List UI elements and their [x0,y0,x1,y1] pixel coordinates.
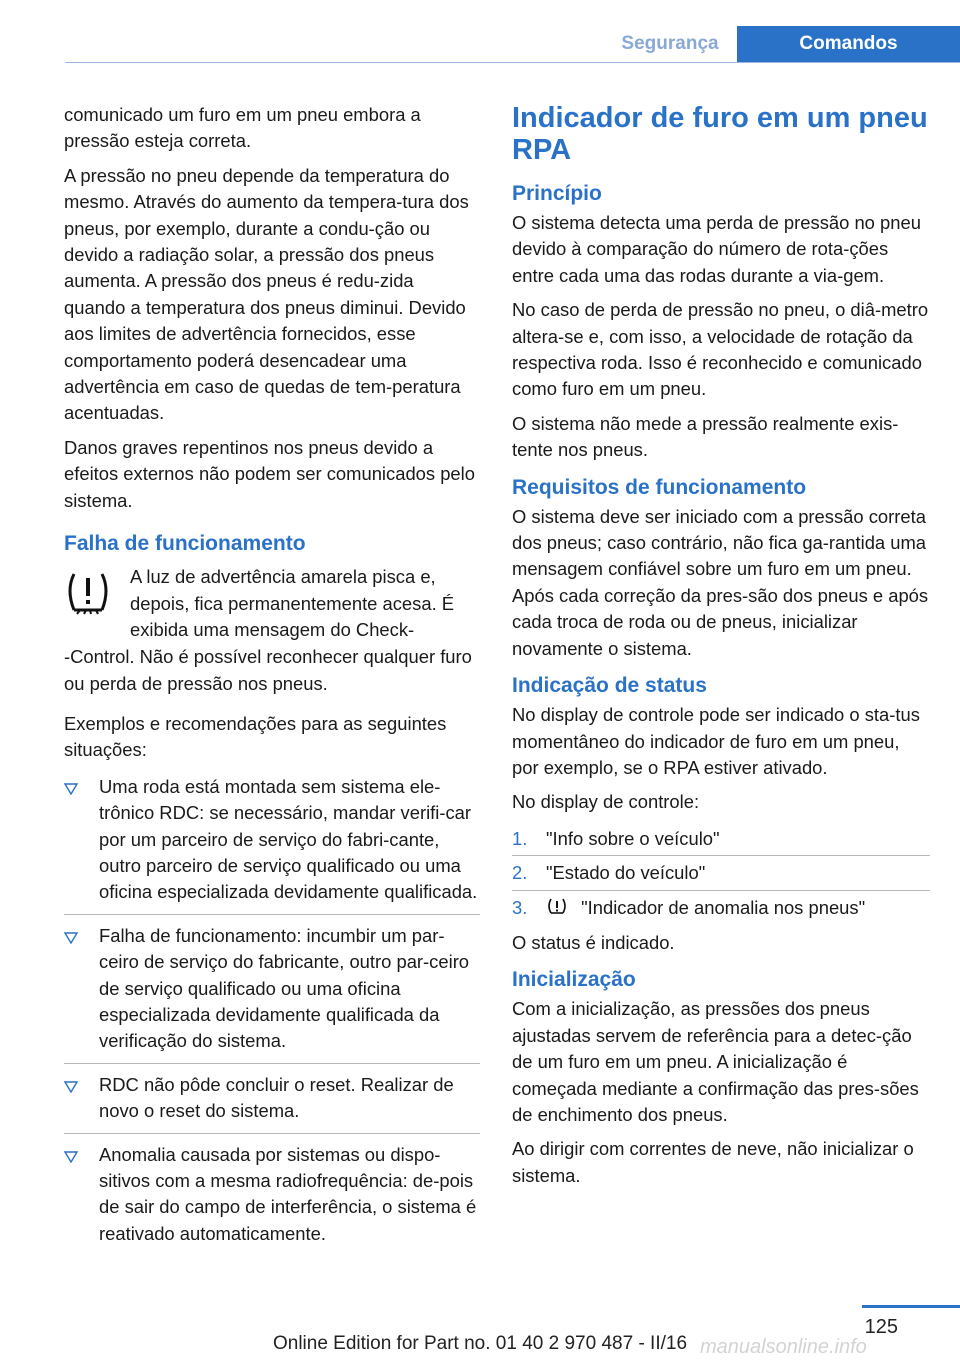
step-text: "Indicador de anomalia nos pneus" [581,896,866,918]
watermark: manualsonline.info [700,1336,867,1358]
list-item [64,774,480,915]
paragraph: Danos graves repentinos nos pneus devido a efeitos externos não podem ser comunicados pelo sistema. [64,436,475,511]
triangle-bullet-icon [64,932,78,944]
step-number: 3. [512,896,528,918]
heading-principio: Princípio [512,182,602,205]
list-item-text: Falha de funcionamento: incumbir um par-ceiro de serviço do fabricante, outro par-ceiro de serviço qualificado ou uma oficina especializada devidamente qualificada da verificação do sistema. [99,924,470,1052]
section-tab-seguranca: Segurança [621,33,719,54]
page-number: 125 [864,1316,898,1338]
list-item [64,1072,480,1134]
examples-list [64,774,480,1256]
list-item-text: Uma roda está montada sem sistema ele-trônico RDC: se necessário, mandar verifi-car por um parceiro de serviço do fabri-cante, outro parceiro de serviço qualificado ou uma oficina especializada devidamente qualificada. [99,775,478,903]
step-number: 2. [512,862,528,884]
heading-inicializacao: Inicialização [512,968,636,992]
triangle-bullet-icon [64,1151,78,1163]
right-column [512,102,930,1197]
heading-falha-funcionamento: Falha de funcionamento [64,532,306,556]
list-item-text: Anomalia causada por sistemas ou dispo-sitivos com a mesma radiofrequência: de-pois de sair do campo de interferência, o sistema é reativado automaticamente. [99,1143,477,1244]
steps-list [512,826,930,924]
list-item [512,895,930,924]
paragraph: No display de controle: [512,791,700,813]
paragraph: O sistema detecta uma perda de pressão no pneu devido à comparação do número de rota-ções entre cada uma das rodas durante a via-gem. [512,212,921,286]
step-number: 1. [512,827,528,849]
paragraph-exemplos: Exemplos e recomendações para as seguintes situações: [64,712,447,761]
header-rule [65,62,960,63]
paragraph: O sistema deve ser iniciado com a pressão correta dos pneus; caso contrário, não fica ga-rantida uma mensagem confiável sobre um furo em um pneu. Após cada correção da pres-são dos pneus e após cada troca de roda ou de pneus, inicializar novamente o sistema. [512,505,929,659]
step-text: "Estado do veículo" [546,862,706,884]
paragraph: O sistema não mede a pressão realmente exis-tente nos pneus. [512,412,899,461]
warning-text-continued: -Control. Não é possível reconhecer qualquer furo ou perda de pressão nos pneus. [64,646,472,694]
tire-pressure-warning-icon [546,897,568,917]
list-item [512,860,930,890]
tire-pressure-warning-icon [64,568,112,620]
footer-rule [862,1305,960,1308]
footer-edition: Online Edition for Part no. 01 40 2 970 487 - II/16 [272,1333,688,1354]
paragraph: comunicado um furo em um pneu embora a pressão esteja correta. [64,104,421,152]
paragraph: No caso de perda de pressão no pneu, o diâ-metro altera-se e, com isso, a velocidade de rotação da respectiva roda. Isso é reconhecido e comunicado como furo em um pneu. [512,299,929,400]
step-text: "Info sobre o veículo" [546,827,720,849]
paragraph: Ao dirigir com correntes de neve, não inicializar o sistema. [512,1138,914,1186]
section-title: Indicador de furo em um pneu RPA [512,102,928,166]
page-header [0,26,960,62]
triangle-bullet-icon [64,1081,78,1093]
list-item [512,826,930,856]
section-tab-comandos: Comandos [737,26,960,62]
left-column [64,102,480,1263]
paragraph: Com a inicialização, as pressões dos pneus ajustadas servem de referência para a detec-ção de um furo em um pneu. A inicialização é começada mediante a confirmação das pres-sões de enchimento dos pneus. [512,998,919,1125]
warning-text: A luz de advertência amarela pisca e, depois, fica permanentemente acesa. É exibida uma mensagem do Check- [130,566,455,640]
heading-requisitos: Requisitos de funcionamento [512,475,807,499]
paragraph: O status é indicado. [512,931,675,953]
list-item [64,1142,480,1256]
heading-status: Indicação de status [512,674,707,698]
triangle-bullet-icon [64,783,78,795]
list-item [64,923,480,1064]
list-item-text: RDC não pôde concluir o reset. Realizar de novo o reset do sistema. [99,1073,454,1122]
paragraph: A pressão no pneu depende da temperatura do mesmo. Através do aumento da tempera-tura dos pneus, por exemplo, durante a condu-ção ou devido a radiação solar, a pressão dos pneus aumenta. A pressão dos pneus é redu-zida quando a temperatura dos pneus diminui. Devido aos limites de advertência fornecidos, esse comportamento poderá desencadear uma advertência em caso de quedas de tem-peratura acentuadas. [64,164,469,424]
warning-block [64,564,480,644]
paragraph: No display de controle pode ser indicado o sta-tus momentâneo do indicador de furo em um pneu, por exemplo, se o RPA estiver ativado. [512,704,920,778]
